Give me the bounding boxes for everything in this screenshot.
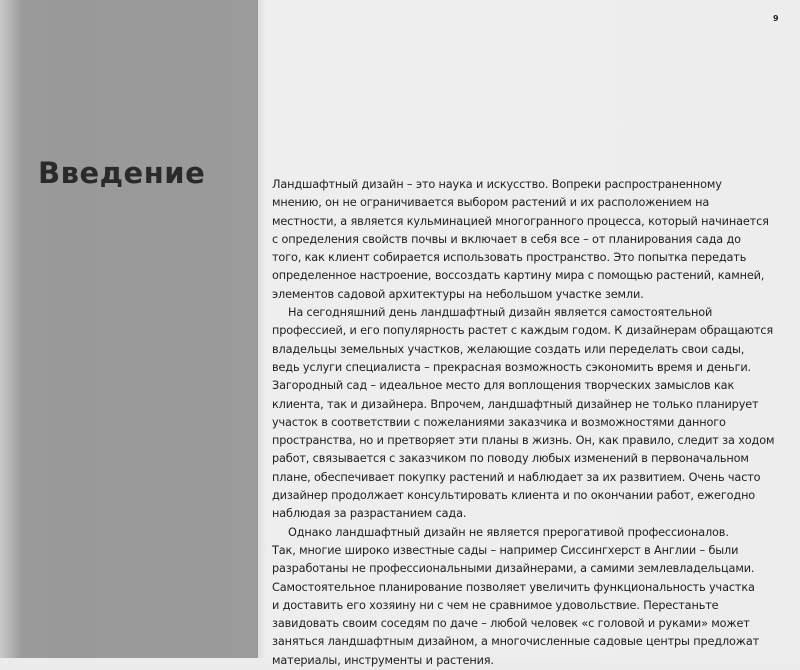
paragraph-3-line: Так, многие широко известные сады – например Сиссингхерст в Англии – были [272,543,739,557]
paragraph-2-line: профессией, и его популярность растет с каждым годом. К дизайнерам обращаются [272,324,774,338]
paragraph-2-line: клиента, так и дизайнера. Впрочем, ландшафтный дизайнер не только планирует [272,397,759,411]
paragraph-1-line: с определения свойств почвы и включает в себя все – от планирования сада до [272,232,741,246]
paragraph-2-line: пространства, но и претворяет эти планы в жизнь. Он, как правило, следит за ходом [272,434,775,448]
body-text [272,176,775,670]
left-gray-band [0,0,258,658]
paragraph-2-line: дизайнер продолжает консультировать клиента и по окончании работ, ежегодно [272,489,756,503]
paragraph-3-line: заняться ландшафтным дизайном, а многочисленные садовые центры предложат [272,635,760,649]
paragraph-2-line: Загородный сад – идеальное место для воплощения творческих замыслов как [272,379,735,393]
paragraph-1-line: того, как клиент собирается использовать пространство. Это попытка передать [272,251,747,265]
paragraph-3-line: завидовать своим соседям по даче – любой человек «с головой и руками» может [272,617,750,631]
paragraph-1-line: элементов садовой архитектуры на небольшом участке земли. [272,287,644,301]
chapter-title: Введение [38,156,206,190]
paragraph-3-line: Самостоятельное планирование позволяет увеличить функциональность участка [272,580,755,594]
paragraph-3-line: материалы, инструменты и растения. [272,653,494,667]
paragraph-3-line: разработаны не профессиональными дизайнерами, а самими землевладельцами. [272,562,755,576]
paragraph-3-line: и доставить его хозяину ни с чем не сравнимое удовольствие. Перестаньте [272,598,719,612]
paragraph-2-line: владельцы земельных участков, желающие создать или переделать свои сады, [272,342,745,356]
paragraph-2-line: участок в соответствии с пожеланиями заказчика и возможностями данного [272,415,726,429]
paragraph-1-line: местности, а является кульминацией многогранного процесса, который начинается [272,214,769,228]
paragraph-2-line: наблюдая за разрастанием сада. [272,507,467,521]
paragraph-1-line: определенное настроение, воссоздать картину мира с помощью растений, камней, [272,269,765,283]
paragraph-2-line: На сегодняшний день ландшафтный дизайн является самостоятельной [288,306,713,320]
paragraph-1-line: мнению, он не ограничивается выбором растений и их расположением на [272,196,710,210]
paragraph-2-line: ведь услуги специалиста – прекрасная возможность сэкономить время и деньги. [272,360,751,374]
paragraph-1-line: Ландшафтный дизайн – это наука и искусство. Вопреки распространенному [272,178,722,191]
paragraph-2-line: плане, обеспечивает покупку растений и наблюдает за их развитием. Очень часто [272,470,761,484]
page-number: 9 [773,14,779,23]
paragraph-3-line: Однако ландшафтный дизайн не является прерогативой профессионалов. [288,525,729,539]
paragraph-2-line: работ, связывается с заказчиком по поводу любых изменений в первоначальном [272,452,749,466]
